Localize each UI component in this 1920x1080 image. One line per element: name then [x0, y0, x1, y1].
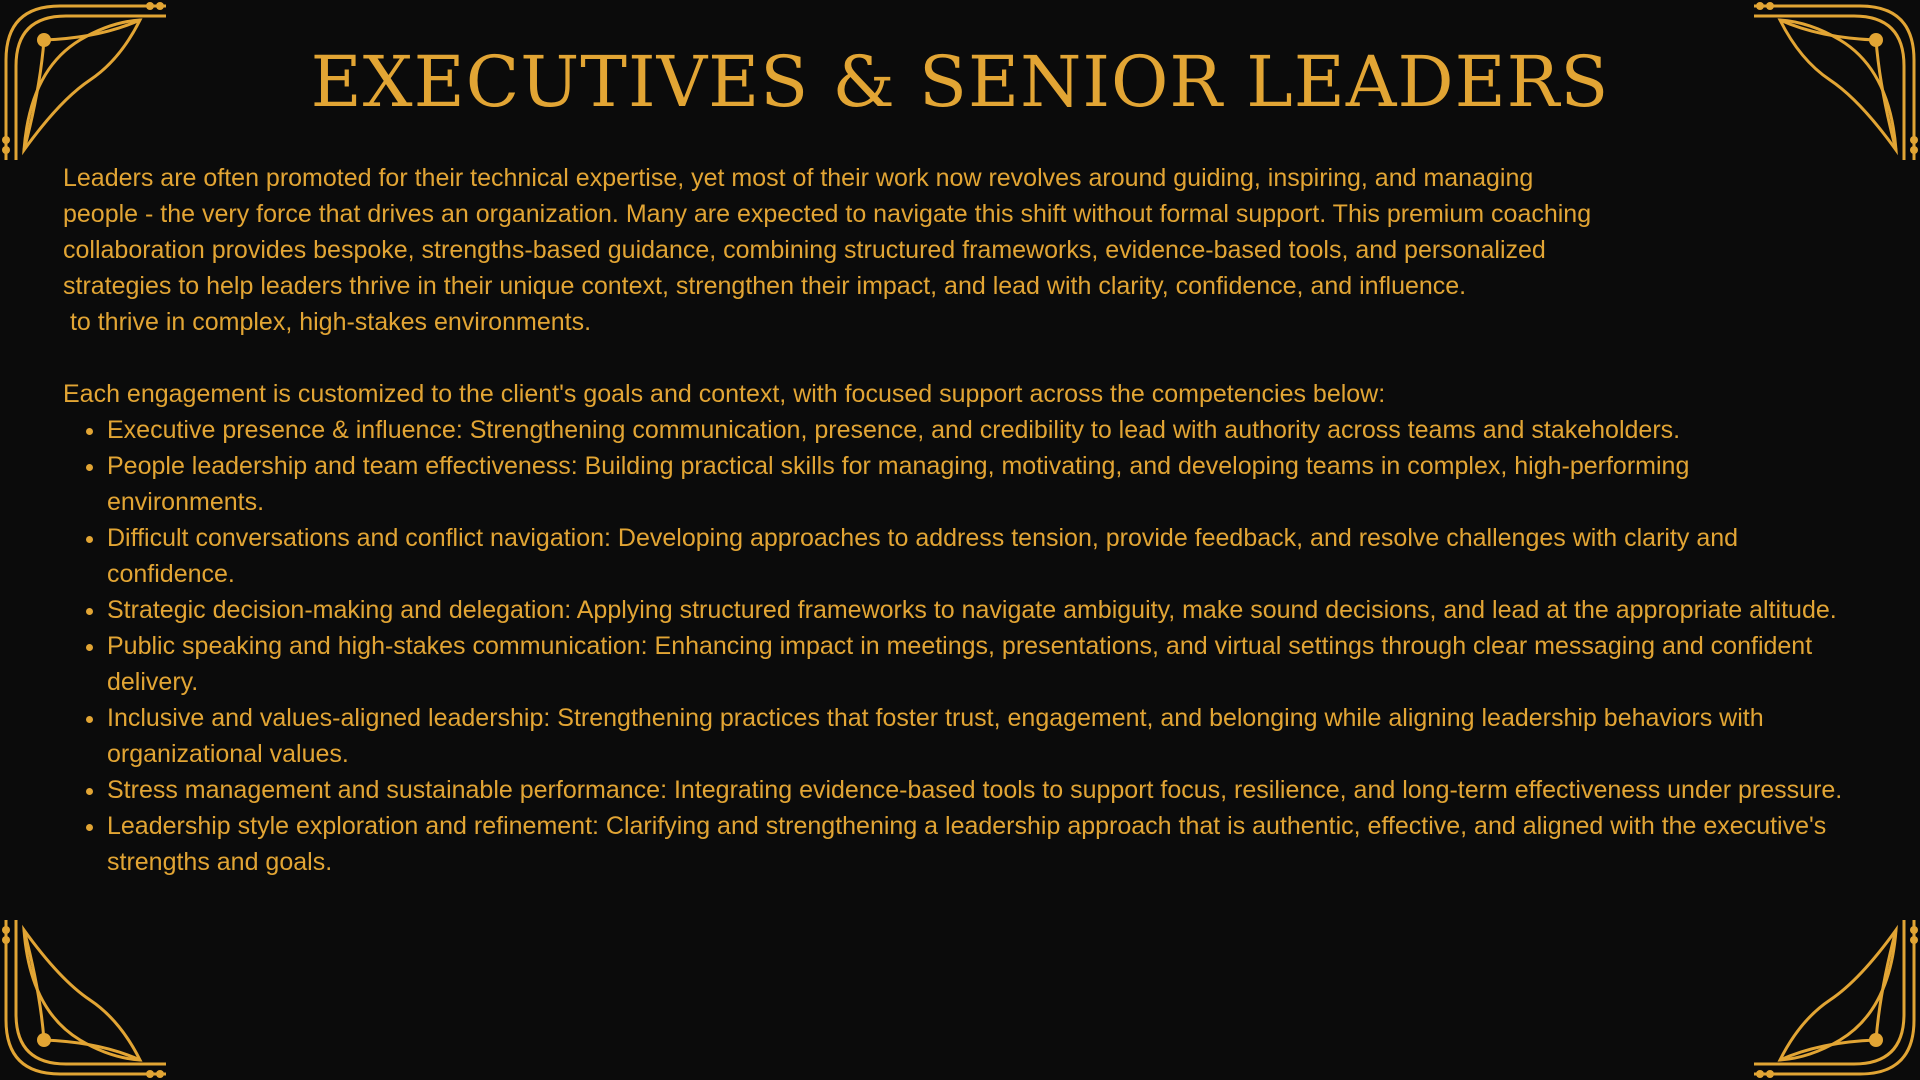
- list-intro: Each engagement is customized to the client's goals and context, with focused support across the competencies below:: [63, 380, 1386, 408]
- intro-paragraph: [63, 160, 1843, 340]
- intro-line: Leaders are often promoted for their technical expertise, yet most of their work now revolves around guiding, inspiring, and managing: [63, 164, 1534, 192]
- corner-ornament-bottom-left-icon: [0, 916, 172, 1080]
- list-item: • Executive presence & influence: Strengthening communication, presence, and credibility to lead with authority across teams and stakeholders.: [107, 412, 1843, 448]
- list-item: • Strategic decision-making and delegation: Applying structured frameworks to navigate ambiguity, make sound decisions, and lead at the appropriate altitude.: [107, 592, 1843, 628]
- intro-line: strategies to help leaders thrive in their unique context, strengthen their impact, and lead with clarity, confidence, and influence.: [63, 272, 1467, 300]
- competency-list: [63, 412, 1843, 880]
- list-item: • Difficult conversations and conflict navigation: Developing approaches to address tension, provide feedback, and resolve challenges with clarity and confidence.: [107, 520, 1843, 592]
- intro-line: to thrive in complex, high-stakes environments.: [63, 308, 592, 336]
- list-item: • People leadership and team effectiveness: Building practical skills for managing, motivating, and developing teams in complex, high-performing environments.: [107, 448, 1843, 520]
- intro-line: collaboration provides bespoke, strengths-based guidance, combining structured frameworks, evidence-based tools, and personalized: [63, 236, 1546, 264]
- list-item: • Public speaking and high-stakes communication: Enhancing impact in meetings, presentations, and virtual settings through clear messaging and confident delivery.: [107, 628, 1843, 700]
- intro-line: people - the very force that drives an organization. Many are expected to navigate this shift without formal support. This premium coaching: [63, 200, 1592, 228]
- page-title: EXECUTIVES & SENIOR LEADERS: [310, 41, 1610, 123]
- spacer: [63, 340, 1843, 376]
- corner-ornament-bottom-right-icon: [1748, 916, 1920, 1080]
- list-item: • Stress management and sustainable performance: Integrating evidence-based tools to support focus, resilience, and long-term effectiveness under pressure.: [107, 772, 1843, 808]
- list-item: • Inclusive and values-aligned leadership: Strengthening practices that foster trust, engagement, and belonging while aligning leadership behaviors with organizational values.: [107, 700, 1843, 772]
- list-item: • Leadership style exploration and refinement: Clarifying and strengthening a leadership approach that is authentic, effective, and aligned with the executive's strengths and goals.: [107, 808, 1843, 880]
- body-content: [63, 160, 1843, 880]
